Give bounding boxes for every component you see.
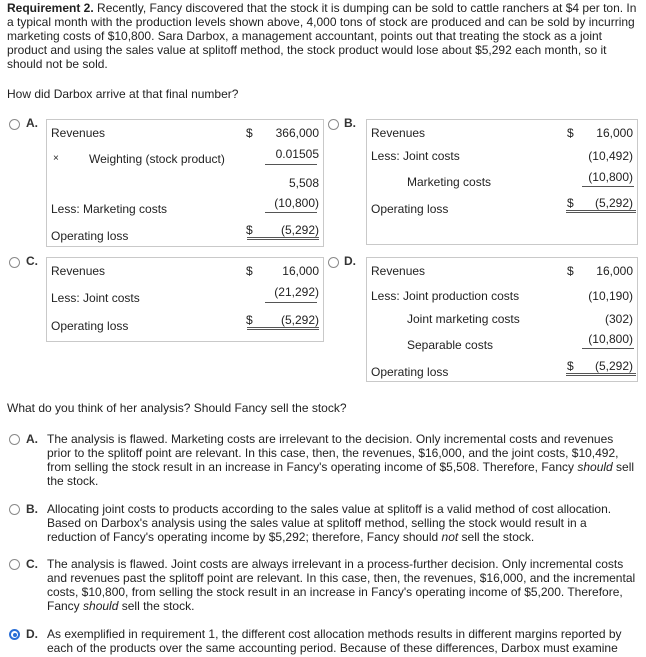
option-d-table[interactable] [366,257,638,382]
option-b-table[interactable] [366,119,638,245]
a-dollar-2: $ [246,223,253,237]
answer-c-text[interactable]: The analysis is flawed. Joint costs are always irrelevant in a process-further decision. Only incremental costs and revenues past the splitoff point are relevant. In this case, then, the revenues, $16,000, and the incremental costs, $10,800, from selling the stock result in an increase in Fancy's operating income of $5,200. Therefore, Fancy should sell the stock. [47,557,636,613]
c-loss-double-rule [247,327,319,330]
d-less-joint-production-label: Less: Joint production costs [371,289,520,303]
answer-d-label: D. [26,627,38,641]
radio-answer-b[interactable] [9,504,20,515]
answer-c-label: C. [26,557,38,571]
b-operating-loss-label: Operating loss [371,202,449,216]
question-1: How did Darbox arrive at that final number? [7,87,239,101]
b-revenues-value: 16,000 [596,126,633,140]
option-d-label: D. [344,254,356,268]
a-loss-value: (5,292) [280,223,319,237]
c-revenues-value: 16,000 [282,264,319,278]
option-a-table[interactable] [46,119,324,247]
answer-b-label: B. [26,502,38,516]
d-loss-value: (5,292) [594,359,633,373]
c-operating-loss-label: Operating loss [51,319,129,333]
c-dollar-1: $ [246,264,253,278]
c-loss-value: (5,292) [280,313,319,327]
option-c-table[interactable] [46,257,324,342]
radio-option-d[interactable] [328,257,339,268]
question-2: What do you think of her analysis? Should Fancy sell the stock? [7,401,347,415]
radio-answer-a[interactable] [9,434,20,445]
a-revenues-label: Revenues [51,126,106,140]
radio-option-b[interactable] [328,119,339,130]
b-joint-value: (10,492) [588,149,633,163]
d-loss-double-rule [566,373,636,376]
a-weighting-label: Weighting (stock product) [89,152,225,166]
radio-option-a[interactable] [9,119,20,130]
d-revenues-value: 16,000 [596,264,633,278]
d-joint-production-value: (10,190) [588,289,633,303]
b-marketing-value: (10,800) [588,170,633,184]
a-marketing-rule [265,212,317,213]
b-less-joint-label: Less: Joint costs [371,149,460,163]
b-dollar-2: $ [567,196,574,210]
a-subtotal-value: 5,508 [288,176,319,190]
c-joint-rule [265,302,317,303]
a-marketing-value: (10,800) [274,196,319,210]
b-revenues-label: Revenues [371,126,426,140]
option-a-label: A. [26,116,38,130]
a-weighting-value: 0.01505 [275,147,319,161]
d-dollar-2: $ [567,359,574,373]
c-revenues-label: Revenues [51,264,106,278]
a-subtotal-rule [265,164,317,165]
d-dollar-1: $ [567,264,574,278]
a-dollar-1: $ [246,126,253,140]
radio-option-c[interactable] [9,257,20,268]
answer-a-label: A. [26,432,38,446]
b-dollar-1: $ [567,126,574,140]
a-operating-loss-label: Operating loss [51,229,129,243]
a-revenues-value: 366,000 [275,126,319,140]
a-times-icon: × [53,153,59,164]
radio-answer-c[interactable] [9,559,20,570]
answer-a-text[interactable]: The analysis is flawed. Marketing costs are irrelevant to the decision. Only incremental costs and revenues prior to the splitoff point are relevant. In this case, then, the revenues, $16,000, and the joint costs, $10,492, from selling the stock result in an increase in Fancy's operating income of $5,508. Therefore, Fancy should sell the stock. [47,432,635,488]
d-separable-label: Separable costs [407,338,494,352]
d-separable-rule [582,348,634,349]
requirement-title: Requirement 2. [7,1,94,15]
c-dollar-2: $ [246,313,253,327]
answer-b-text[interactable]: Allocating joint costs to products according to the sales value at splitoff is a valid method of cost allocation. Based on Darbox's analysis using the sales value at splitoff method, selling the stock would result in a reduction of Fancy's operating income by $5,292; therefore, Fancy should not sell the stock. [47,502,612,544]
a-less-marketing-label: Less: Marketing costs [51,202,168,216]
d-separable-value: (10,800) [588,332,633,346]
requirement-paragraph [7,1,643,71]
d-revenues-label: Revenues [371,264,426,278]
requirement-text: Recently, Fancy discovered that the stock it is dumping can be sold to cattle ranchers at $4 per ton. In a typical month with the production levels shown above, 4,000 tons of stock are produced and can be sold by incurring marketing costs of $10,800. Sara Darbox, a management accountant, points out that treating the stock as a joint product and using the sales value at splitoff method, the stock product would lose about $5,292 each month, so it should not be sold. [7,1,637,71]
b-marketing-rule [582,186,634,187]
b-loss-value: (5,292) [594,196,633,210]
d-joint-marketing-value: (302) [604,312,633,326]
a-loss-double-rule [247,237,319,240]
b-loss-double-rule [566,210,636,213]
d-operating-loss-label: Operating loss [371,365,449,379]
answer-d-text[interactable]: As exemplified in requirement 1, the different cost allocation methods results in different margins reported by each of the products over the same accounting period. Because of these differences, Darbox must examine [47,627,622,655]
c-joint-value: (21,292) [274,285,319,299]
option-c-label: C. [26,254,38,268]
option-b-label: B. [344,116,356,130]
d-joint-marketing-label: Joint marketing costs [407,312,520,326]
c-less-joint-label: Less: Joint costs [51,291,140,305]
radio-answer-d-selected[interactable] [9,629,20,640]
b-marketing-label: Marketing costs [407,175,492,189]
